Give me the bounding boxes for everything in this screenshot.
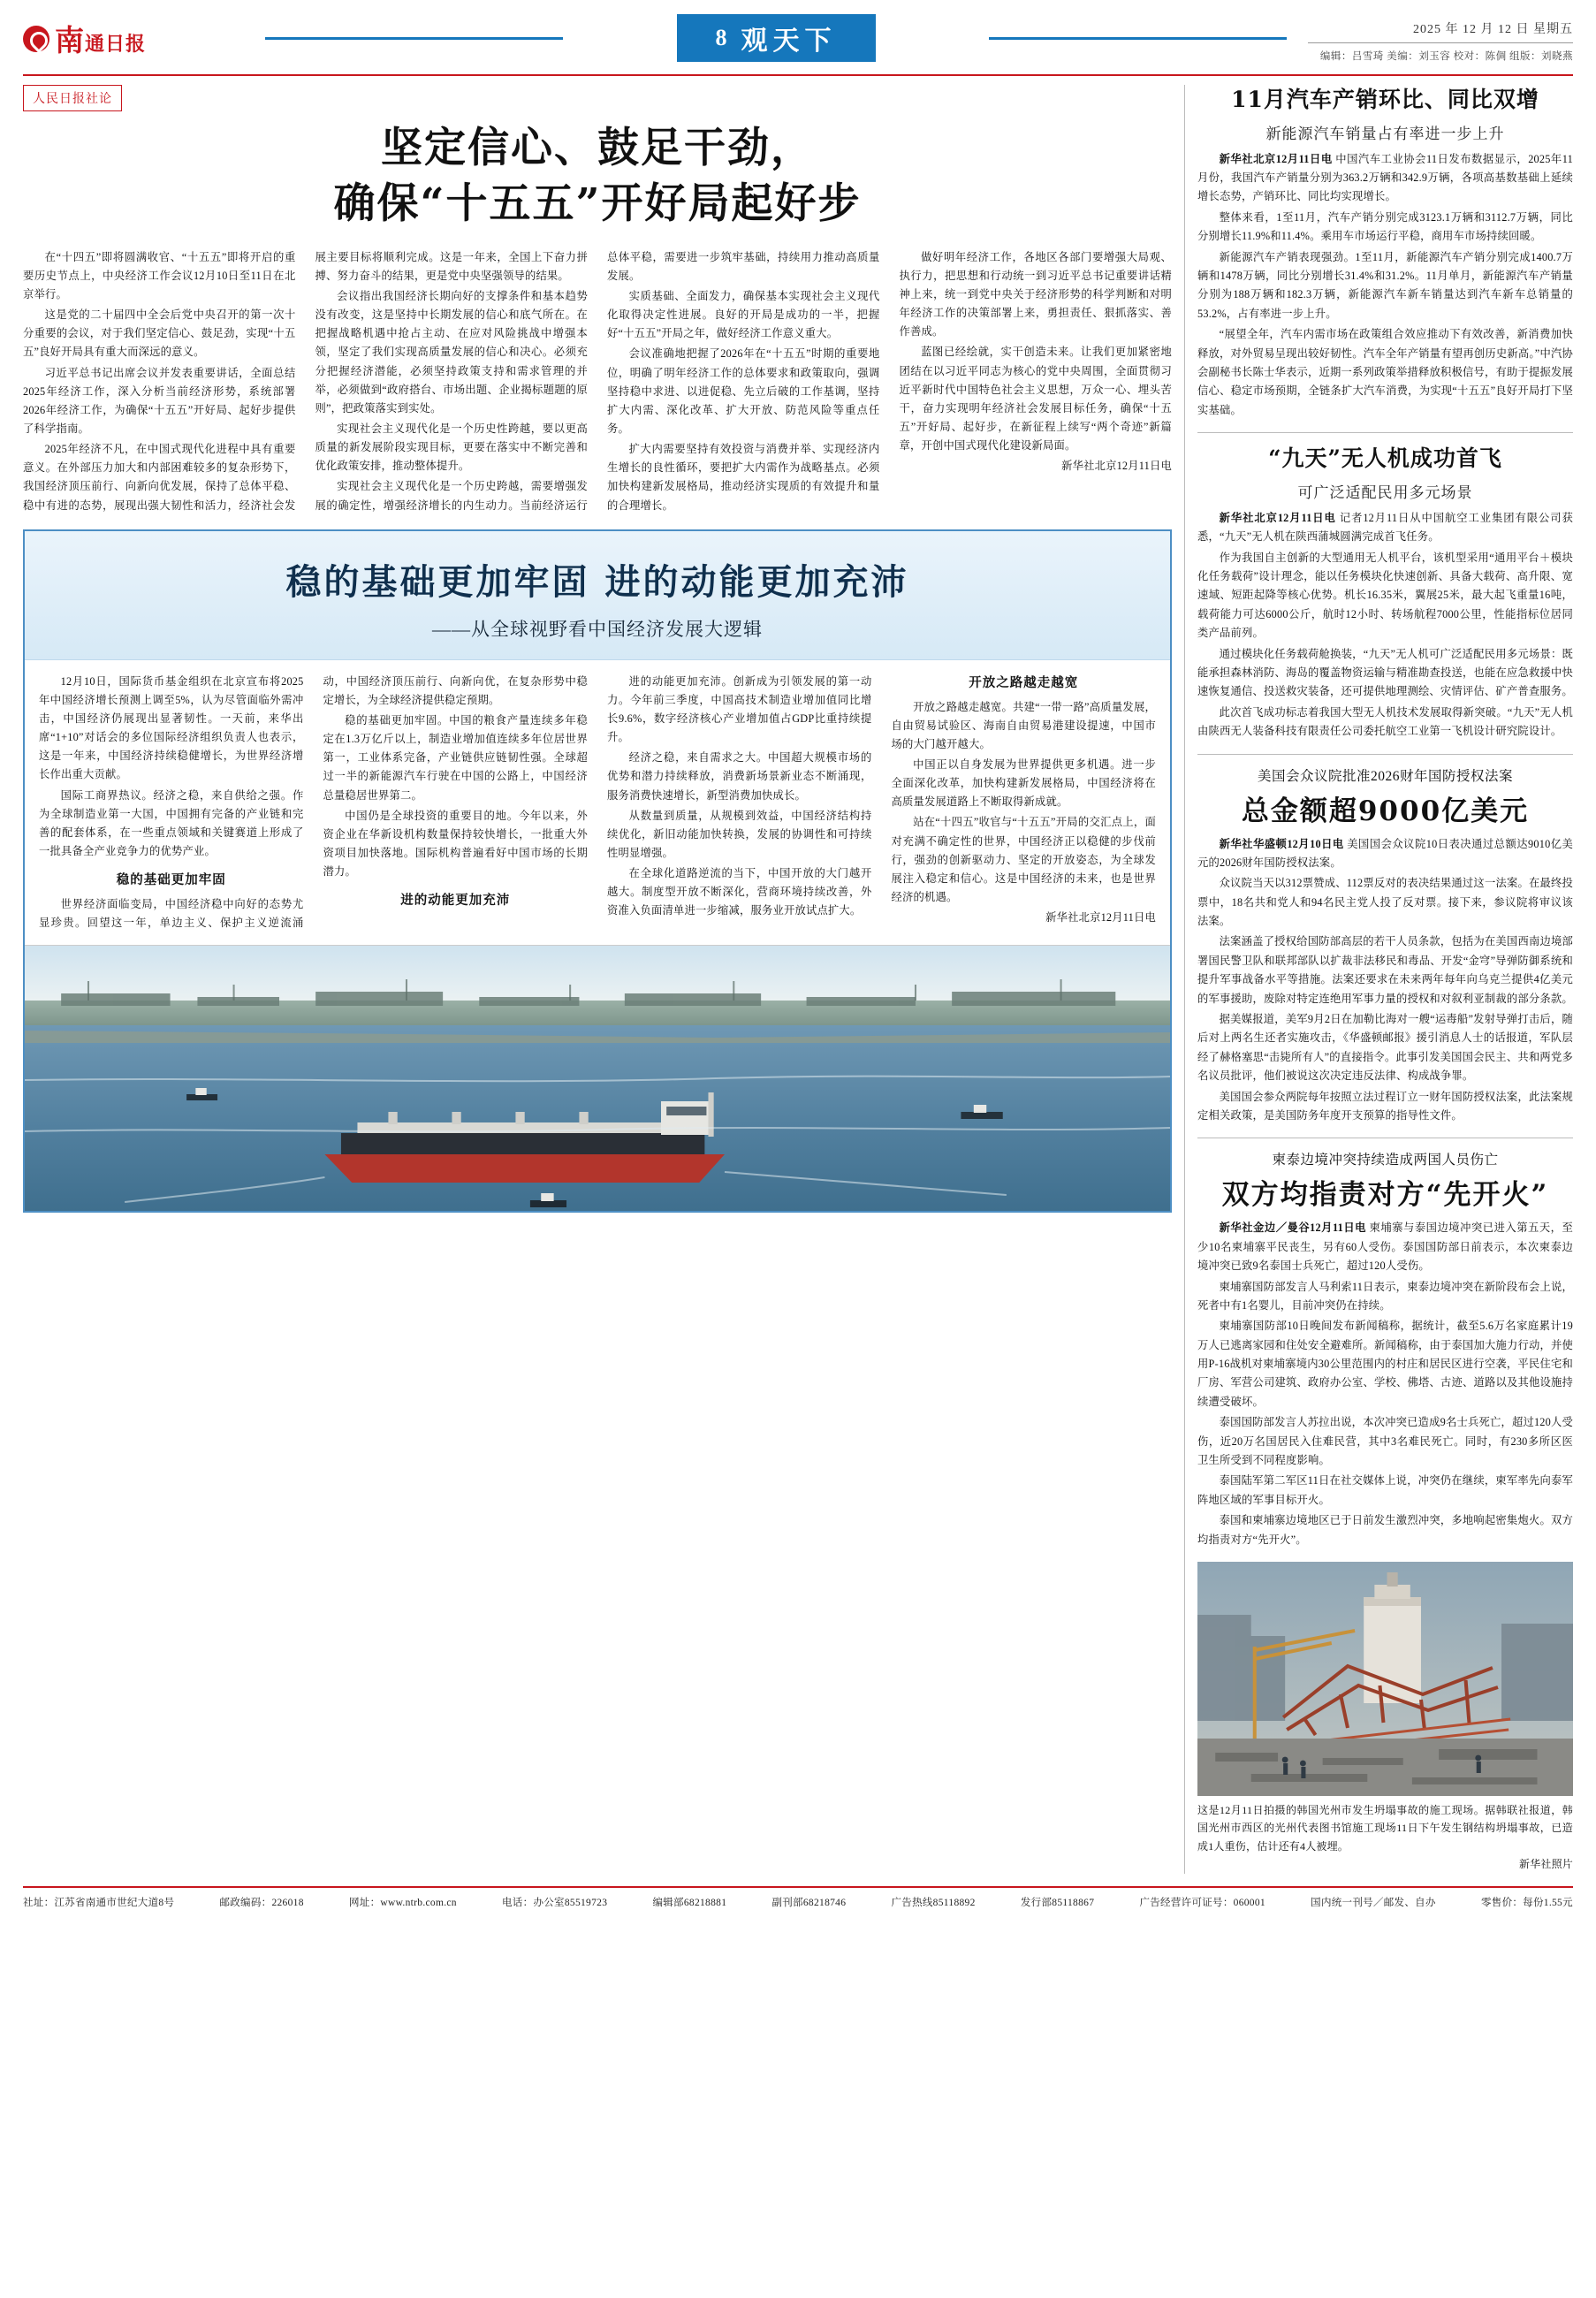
article-paragraph: 此次首飞成功标志着我国大型无人机技术发展取得新突破。“九天”无人机由陕西无人装备科技有限责任公司委托航空工业第一飞机设计研究院设计。 <box>1197 705 1573 738</box>
editorial-headline <box>23 120 1172 232</box>
paper-name-rest: 通日报 <box>85 33 147 56</box>
masthead <box>23 0 1573 72</box>
page-body <box>23 85 1573 1874</box>
feature-title: 稳的基础更加牢固 进的动能更加充沛 <box>285 560 909 603</box>
article-body <box>1197 150 1573 420</box>
article-paragraph: 作为我国自主创新的大型通用无人机平台，该机型采用“通用平台＋模块化任务载荷”设计理念，能以任务模块化快速创新、具备大载荷、高升限、宽速域、短距起降等核心优势。机长16.35米，翼展25米，最大起飞重量16吨，载荷能力可达6000公斤，航时12小时、转场航程7000公里，性能指标位居同类产品前列。 <box>1197 551 1573 640</box>
article-paragraph: 新华社北京12月11日电 中国汽车工业协会11日发布数据显示，2025年11月份，我国汽车产销量分别为363.2万辆和342.9万辆，各项高基数基础上延续增长态势，产销环比、同比均实现增长。 <box>1197 152 1573 203</box>
photo-credit: 新华社照片 <box>1518 1858 1573 1871</box>
editorial-paragraph: 实现社会主义现代化是一个历史性跨越，要以更高质量的新发展阶段实现目标，更要在落实中不断完善和优化政策安排，推动整体提升。 <box>315 422 588 473</box>
article-paragraph: 泰国陆军第二军区11日在社交媒体上说，冲突仍在继续，柬军率先向泰军阵地区域的军事目标开火。 <box>1197 1474 1573 1506</box>
editorial-paragraph: 这是党的二十届四中全会后党中央召开的第一次十分重要的会议，对于我们坚定信心、鼓足劲，实现“十五五”良好开局具有重大而深远的意义。 <box>23 308 296 359</box>
article-paragraph: 法案涵盖了授权给国防部高层的若干人员条款，包括为在美国西南边境部署国民警卫队和联邦部队以扩裁非法移民和毒品、开发“金穹”导弹防御系统和提升军事战备水平等措施。法案还要求在未来两年每年向乌克兰提供4亿美元的军事援助，废除对特定连绝用军事力量的授权和对叙利亚制裁的部分条款。 <box>1197 935 1573 1005</box>
editorial-paragraph: 实质基础、全面发力，确保基本实现社会主义现代化取得决定性进展。良好的开局是成功的一半，把握好“十五五”开局之年，做好经济工作意义重大。 <box>607 290 880 340</box>
feature-dateline: 新华社北京12月11日电 <box>1045 911 1156 925</box>
article-kicker: 美国会众议院批准2026财年国防授权法案 <box>1257 768 1513 784</box>
article-lead: 新华社华盛顿12月10日电 <box>1219 837 1344 850</box>
page-footer <box>23 1886 1573 1923</box>
article-title: 总金额超9000亿美元 <box>1241 795 1530 827</box>
page-banner <box>244 12 1308 60</box>
article-lead: 新华社北京12月11日电 <box>1219 511 1336 524</box>
article-paragraph: 整体来看，1至11月，汽车产销分别完成3123.1万辆和3112.7万辆，同比分别增长11.9%和11.4%。乘用车市场运行平稳，商用车市场持续回暖。 <box>1197 210 1573 243</box>
article-paragraph: 柬埔寨国防部10日晚间发布新闻稿称，据统计，截至5.6万名家庭累计19万人已逃离家园和住处安全避难所。新闻稿称，由于泰国加大施力行动，并使用P-16战机对柬埔寨境内30公里范围内的村庄和居民区进行空袭，平民住宅和厂房、军营公司建筑、政府办公室、学校、佛塔、古迹、道路以及其他设施持续遭受破坏。 <box>1197 1320 1573 1408</box>
editorial-paragraph: 实现社会主义现代化是一个历史跨越，需要增强发展的确定性，增强经济增长的内生动力。当前经济运行总体平稳，需要进一步筑牢基础，持续用力推动高质量发展。 <box>315 250 880 512</box>
article-kicker: 柬泰边境冲突持续造成两国人员伤亡 <box>1272 1153 1499 1168</box>
feature-subtitle: ——从全球视野看中国经济发展大逻辑 <box>432 618 763 640</box>
editorial-dateline: 新华社北京12月11日电 <box>1061 460 1172 473</box>
feature-paragraph: 从数量到质量，从规模到效益，中国经济结构持续优化，新旧动能加快转换，发展的协调性和可持续性明显增强。 <box>607 809 872 859</box>
masthead-divider <box>23 74 1573 76</box>
editorial-article <box>23 85 1172 515</box>
section-title: 观天下 <box>741 27 837 56</box>
article-paragraph: 新华社金边／曼谷12月11日电 柬埔寨与泰国边境冲突已进入第五天，至少10名柬埔寨平民丧生，另有60人受伤。泰国国防部日前表示，本次柬泰边境冲突已致9名泰国士兵死亡，超过120人受伤。 <box>1197 1221 1573 1273</box>
article-divider <box>1197 754 1573 755</box>
article-thai-cambodia-border <box>1197 1149 1573 1549</box>
article-paragraph: 柬埔寨国防部发言人马利索11日表示，柬泰边境冲突在新阶段布会上说，死者中有1名婴儿，目前冲突仍在持续。 <box>1197 1280 1573 1312</box>
feature-paragraph: 稳的基础更加牢固。中国的粮食产量连续多年稳定在1.3万亿斤以上，制造业增加值连续多年位居世界第一，工业体系完备，产业链供应链韧性强。全球超过一半的新能源汽车行驶在中国的公路上，中国经济总量稳居世界第二。 <box>323 713 588 802</box>
footer-item: 国内统一刊号／邮发、自办 <box>1311 1897 1436 1908</box>
feature-paragraph: 中国正以自身发展为世界提供更多机遇。进一步全面深化改革，加快构建新发展格局，中国经济将在高质量发展道路上不断取得新成就。 <box>891 758 1156 809</box>
article-paragraph: 泰国国防部发言人苏拉出说，本次冲突已造成9名士兵死亡，超过120人受伤，近20万名国居民入住难民营，其中3名难民死亡。同时，有230多所区医卫生所受到不同程度影响。 <box>1197 1416 1573 1467</box>
editorial-tag: 人民日报社论 <box>23 85 122 111</box>
article-lead: 新华社金边／曼谷12月11日电 <box>1219 1221 1366 1235</box>
feature-subhead-2: 进的动能更加充沛 <box>400 894 511 909</box>
footer-item: 邮政编码：226018 <box>219 1897 304 1908</box>
right-zone <box>1184 85 1573 1874</box>
article-paragraph: 新华社华盛顿12月10日电 美国国会众议院10日表决通过总额达9010亿美元的2026财年国防授权法案。 <box>1197 837 1573 869</box>
editorial-paragraph: 在“十四五”即将圆满收官、“十五五”即将开启的重要历史节点上，中央经济工作会议12月10日至11日在北京举行。 <box>23 250 296 301</box>
feature-body <box>25 660 1170 940</box>
staff-credits: 编辑：吕雪琦 美编：刘玉容 校对：陈倜 组版：刘晓燕 <box>1319 51 1573 62</box>
feature-paragraph: 经济之稳，来自需求之大。中国超大规模市场的优势和潜力持续释放，消费新场景新业态不断涌现，服务消费快速增长，新型消费加快成长。 <box>607 751 872 802</box>
article-auto-industry <box>1197 85 1573 420</box>
article-divider <box>1197 432 1573 433</box>
page-number: 8 <box>715 25 727 50</box>
article-subtitle: 可广泛适配民用多元场景 <box>1297 483 1473 501</box>
feature-subhead-3: 开放之路越走越宽 <box>969 675 1079 690</box>
footer-item: 广告热线85118892 <box>891 1897 976 1908</box>
article-jiutian-uav <box>1197 444 1573 741</box>
footer-item: 电话：办公室85519723 <box>502 1897 608 1908</box>
article-paragraph: “展望全年，汽车内需市场在政策组合效应推动下有效改善，新消费加快释放，对外贸易呈现出较好韧性。汽车全年产销量有望再创历史新高。”中汽协会副秘书长陈士华表示，近期一系列政策举措释放积极信号，有助于提振发展信心、稳定市场预期，全链条扩大汽车消费，为实现“十五五”良好开局打下坚实基础。 <box>1197 328 1573 416</box>
news-photo-block <box>1197 1562 1573 1874</box>
editorial-paragraph: 习近平总书记出席会议并发表重要讲话，全面总结2025年经济工作，深入分析当前经济形势，系统部署2026年经济工作，为确保“十五五”开好局、起好步提供了科学指南。 <box>23 366 296 435</box>
article-title: “九天”无人机成功首飞 <box>1268 445 1502 472</box>
collapse-site-photo <box>1197 1562 1573 1796</box>
article-title: 双方均指责对方“先开火” <box>1221 1179 1549 1212</box>
feature-paragraph: 国际工商界热议。经济之稳，来自供给之强。作为全球制造业第一大国，中国拥有完备的产业链和完善的配套体系，在一些重点领域和关键赛道上形成了一批具备全产业竞争力的优势产业。 <box>39 788 304 857</box>
editorial-paragraph: 2025年经济不凡，在中国式现代化进程中具有重要意义。在外部压力加大和内部困难较多的复杂形势下，我国经济顶压前行、向新向优发展，保持了总体平稳、稳中有进的态势，展现出强大韧性和活力，经济社会发展主要目标将顺利完成。这是一年来，全国上下奋力拼搏、努力奋斗的结果，更是党中央坚强领导的结果。 <box>23 250 588 512</box>
flame-logo-icon <box>23 26 49 52</box>
article-paragraph: 新能源汽车产销表现强劲。1至11月，新能源汽车产销分别完成1400.7万辆和1478万辆，同比分别增长31.4%和31.2%。11月单月，新能源汽车产销量分别为188万辆和182.3万辆，新能源汽车新车销量达到汽车新车总销量的53.2%，占有率进一步上升。 <box>1197 250 1573 320</box>
feature-paragraph: 12月10日，国际货币基金组织在北京宣布将2025年中国经济增长预测上调至5%，认为尽管面临外需冲击，中国经济仍展现出显著韧性。一天前，来华出席“1+10”对话会的多位国际经济组织负责人也表示，这是一年来，中国经济持续稳健增长，为世界经济增长作出重大贡献。 <box>39 674 304 781</box>
article-subtitle: 新能源汽车销量占有率进一步上升 <box>1265 125 1505 142</box>
footer-item: 广告经营许可证号：060001 <box>1139 1897 1265 1908</box>
article-body <box>1197 509 1573 742</box>
editorial-headline-line1: 坚定信心、鼓足干劲， <box>381 123 814 172</box>
footer-item: 网址：www.ntrb.com.cn <box>348 1897 457 1908</box>
footer-item: 零售价：每份1.55元 <box>1480 1897 1573 1908</box>
footer-item: 发行部85118867 <box>1020 1897 1095 1908</box>
article-lead: 新华社北京12月11日电 <box>1219 152 1333 165</box>
article-body <box>1197 835 1573 1126</box>
footer-item: 社址：江苏省南通市世纪大道8号 <box>23 1897 175 1908</box>
paper-name-first-char: 南 <box>55 23 85 57</box>
feature-subhead-1: 稳的基础更加牢固 <box>116 873 226 888</box>
footer-item: 副刊部68218746 <box>771 1897 847 1908</box>
article-us-defense-bill <box>1197 765 1573 1126</box>
publication-date: 2025 年 12 月 12 日 星期五 <box>1308 19 1573 43</box>
article-paragraph: 新华社北京12月11日电 记者12月11日从中国航空工业集团有限公司获悉，“九天”无人机在陕西蒲城圆满完成首飞任务。 <box>1197 511 1573 544</box>
harbour-photo-wrap <box>25 945 1170 1211</box>
feature-article <box>23 529 1172 1214</box>
editorial-paragraph: 会议准确地把握了2026年在“十五五”时期的重要地位，明确了明年经济工作的总体要求和政策取向，强调坚持稳中求进、以进促稳、先立后破的工作基调，坚持扩大内需、深化改革、扩大开放、防范风险等重点任务。 <box>607 347 880 435</box>
photo-caption-text: 这是12月11日拍摄的韩国光州市发生坍塌事故的施工现场。据韩联社报道，韩国光州市西区的光州代表图书馆施工现场11日下午发生钢结构坍塌事故，已造成1人重伤，估计还有4人被埋。 <box>1197 1804 1573 1853</box>
article-title: 11月汽车产销环比、同比双增 <box>1231 86 1539 112</box>
feature-paragraph: 中国仍是全球投资的重要目的地。今年以来，外资企业在华新设机构数量保持较快增长，一批重大外资项目加快落地。国际机构普遍看好中国市场的长期潜力。 <box>323 809 588 879</box>
article-paragraph: 众议院当天以312票赞成、112票反对的表决结果通过这一法案。在最终投票中，18名共和党人和94名民主党人投了反对票。接下来，参议院将审议该法案。 <box>1197 877 1573 928</box>
article-paragraph: 泰国和柬埔寨边境地区已于日前发生激烈冲突，多地响起密集炮火。双方均指责对方“先开火”。 <box>1197 1514 1573 1546</box>
photo-caption <box>1197 1801 1573 1874</box>
left-zone <box>23 85 1172 1874</box>
article-paragraph: 美国国会参众两院每年按照立法过程订立一财年国防授权法案，此法案规定相关政策，是美国防务年度开支预算的指导性文件。 <box>1197 1090 1573 1122</box>
editorial-paragraph: 蓝图已经绘就，实干创造未来。让我们更加紧密地团结在以习近平同志为核心的党中央周围，全面贯彻习近平新时代中国特色社会主义思想，万众一心、埋头苦干，奋力实现明年经济社会发展目标任务，确保“十五五”开好局、起好步，在新征程上续写“两个奇迹”新篇章，开创中国式现代化建设新局面。 <box>899 346 1172 453</box>
feature-paragraph: 世界经济面临变局，中国经济稳中向好的态势尤显珍贵。回望这一年，单边主义、保护主义逆流涌动，中国经济顶压前行、向新向优，在复杂形势中稳定增长，为全球经济提供稳定预期。 <box>39 674 588 930</box>
editorial-paragraph: 做好明年经济工作，各地区各部门要增强大局观、执行力，把思想和行动统一到习近平总书记重要讲话精神上来，统一到党中央关于经济形势的科学判断和对明年经济工作的决策部署上来，勇担责任、狠抓落实、善作善成。 <box>899 250 1172 339</box>
editorial-headline-line2: 确保“十五五”开好局起好步 <box>333 179 862 229</box>
feature-paragraph: 站在“十四五”收官与“十五五”开局的交汇点上，面对充满不确定性的世界，中国经济正以稳健的步伐前行，强劲的创新驱动力、坚定的开放姿态，为全球发展注入稳定和信心。这是中国经济的未来，也是世界经济的机遇。 <box>891 816 1156 904</box>
date-and-credits <box>1308 12 1573 67</box>
feature-paragraph: 进的动能更加充沛。创新成为引领发展的第一动力。今年前三季度，中国高技术制造业增加值同比增长9.6%，数字经济核心产业增加值占GDP比重持续提升。 <box>607 674 872 744</box>
newspaper-logo <box>23 12 244 59</box>
footer-item: 编辑部68218881 <box>652 1897 727 1908</box>
article-paragraph: 据美媒报道，美军9月2日在加勒比海对一艘“运毒船”发射导弹打击后，随后对上两名生还者实施攻击，《华盛顿邮报》援引消息人士的话报道，军队层经了赫格塞思“击毙所有人”的直接指令。此事引发美国国会民主、共和两党多名议员批评，他们被说这次决定违反法律、构成战争罪。 <box>1197 1013 1573 1083</box>
article-paragraph: 通过模块化任务载荷舱换装，“九天”无人机可广泛适配民用多元场景：既能承担森林消防、海岛的覆盖物资运输与精准勘查投送，也能在应急救援中快速恢复通信、投送救灾装备，还可提供地理测绘、灾情评估、矿产普查服务。 <box>1197 647 1573 698</box>
feature-paragraph: 在全球化道路逆流的当下，中国开放的大门越开越大。制度型开放不断深化，营商环境持续改善，外资准入负面清单进一步缩减，服务业开放试点扩大。 <box>607 867 872 917</box>
footer-items <box>23 1895 1573 1909</box>
harbour-photo <box>25 946 1170 1211</box>
feature-paragraph: 开放之路越走越宽。共建“一带一路”高质量发展，自由贸易试验区、海南自由贸易港建设提速，中国市场的大门越开越大。 <box>891 700 1156 750</box>
editorial-paragraph: 扩大内需要坚持有效投资与消费并举、实现经济内生增长的良性循环，要把扩大内需作为战略基点。必须加快构建新发展格局，推动经济实现质的有效提升和量的合理增长。 <box>607 443 880 512</box>
feature-columns <box>39 673 1156 933</box>
article-body <box>1197 1219 1573 1549</box>
feature-header <box>25 531 1170 660</box>
editorial-paragraph: 会议指出我国经济长期向好的支撑条件和基本趋势没有改变，这是坚持中长期发展的信心和底气所在。在把握战略机遇中抢占主动、在应对风险挑战中增强本领，坚定了我们实现高质量发展的信心和决心。必须充分把握经济潜能，必须坚持政策支持和需求管理的并举，必须做到“政府搭台、市场出题、企业揭标题题的原则”，把政策落实到实处。 <box>315 290 588 415</box>
editorial-columns <box>23 248 1172 515</box>
